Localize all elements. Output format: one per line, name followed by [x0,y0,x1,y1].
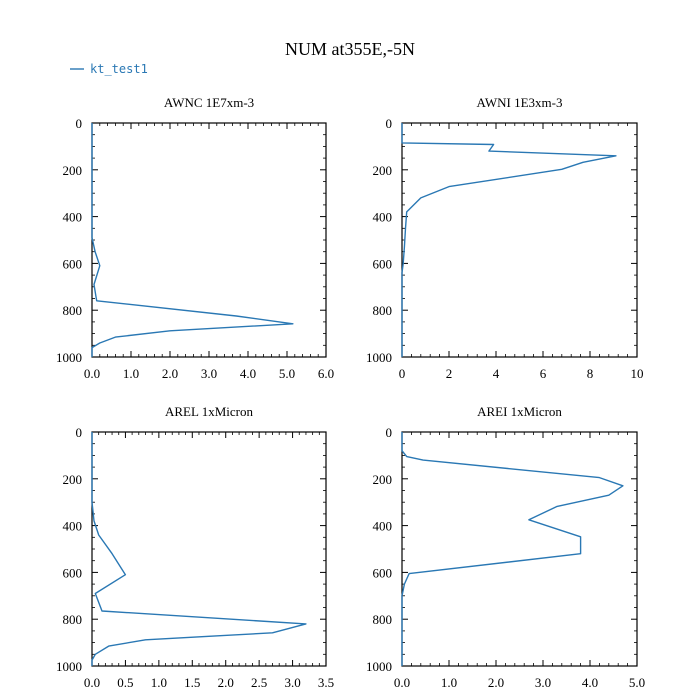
y-tick-label: 0 [75,425,82,440]
y-tick-label: 800 [372,612,392,628]
x-tick-label: 2.0 [217,675,234,690]
series-line-awni [402,123,616,357]
series-line-arel [92,432,306,666]
x-tick-label: 8 [586,366,594,381]
y-tick-label: 1000 [56,350,82,365]
x-tick-label: 4.0 [239,366,257,381]
panel-title-awnc: AWNC 1E7xm-3 [163,95,255,110]
y-tick-label: 0 [385,425,392,440]
y-tick-label: 200 [62,471,82,487]
y-tick-label: 400 [62,209,82,225]
x-tick-label: 1.5 [184,675,201,690]
axes-frame [92,432,326,666]
x-tick-label: 5.0 [278,366,296,381]
x-tick-label: 0.0 [393,675,411,690]
x-tick-label: 6 [539,366,547,381]
x-tick-label: 1.0 [122,366,140,381]
x-tick-label: 0.5 [117,675,134,690]
x-tick-label: 0.0 [83,366,101,381]
panel-arel [56,404,334,690]
y-tick-label: 200 [372,471,392,487]
panel-awni [366,95,644,381]
y-tick-label: 400 [62,518,82,534]
x-tick-label: 0.0 [83,675,101,690]
y-tick-label: 1000 [366,659,392,674]
x-tick-label: 2.0 [487,675,505,690]
x-tick-label: 10 [630,366,644,381]
x-tick-label: 0 [398,366,406,381]
x-tick-label: 3.5 [317,675,335,690]
y-tick-label: 400 [372,209,392,225]
panel-arei [366,404,645,690]
y-tick-label: 400 [372,518,392,534]
x-tick-label: 3.0 [284,675,301,690]
legend [70,62,148,76]
x-tick-label: 3.0 [534,675,552,690]
axes-frame [402,432,637,666]
series-line-awnc [92,123,293,357]
x-tick-label: 1.0 [440,675,458,690]
y-tick-label: 800 [372,303,392,319]
figure-title: NUM at355E,-5N [285,39,415,59]
y-tick-label: 600 [372,565,392,581]
y-tick-label: 1000 [56,659,82,674]
y-tick-label: 1000 [366,350,392,365]
x-tick-label: 2.5 [251,675,268,690]
axes-frame [92,123,326,357]
x-tick-label: 2 [445,366,453,381]
x-tick-label: 2.0 [161,366,179,381]
legend-label: kt_test1 [90,62,148,76]
panel-title-arel: AREL 1xMicron [165,404,253,419]
y-tick-label: 600 [62,256,82,272]
y-tick-label: 200 [62,162,82,178]
panel-awnc [56,95,334,381]
x-tick-label: 5.0 [628,675,646,690]
panel-title-arei: AREI 1xMicron [477,404,562,419]
x-tick-label: 1.0 [150,675,167,690]
x-tick-label: 6.0 [317,366,335,381]
y-tick-label: 600 [372,256,392,272]
y-tick-label: 0 [75,116,82,131]
series-line-arei [402,432,623,666]
y-tick-label: 600 [62,565,82,581]
y-tick-label: 0 [385,116,392,131]
x-tick-label: 3.0 [200,366,218,381]
x-tick-label: 4 [492,366,500,381]
x-tick-label: 4.0 [581,675,599,690]
y-tick-label: 200 [372,162,392,178]
panel-title-awni: AWNI 1E3xm-3 [476,95,563,110]
y-tick-label: 800 [62,612,82,628]
y-tick-label: 800 [62,303,82,319]
